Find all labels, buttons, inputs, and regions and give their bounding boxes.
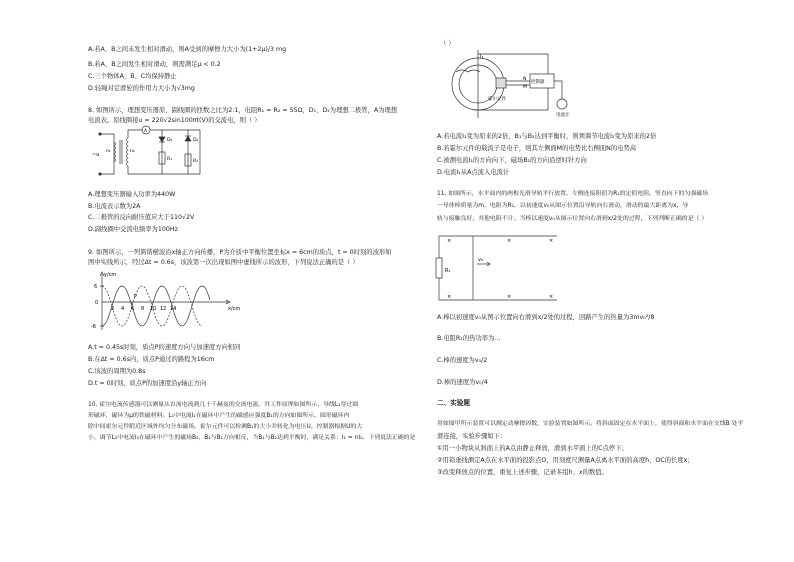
q10-option-c: C.被测电流I₁的方向向下，磁场B₁的方向沿逆时针方向 (437, 157, 587, 164)
q8-option-b: B.电流表示数为2A (88, 203, 141, 210)
x-tick-2: 2 (111, 306, 115, 312)
fig-n1-label: n₁ (106, 149, 111, 154)
q8-line2: 电流表。原线圈接u = 220√2sin100πt(V)的交流电，则（ ） (88, 117, 261, 124)
fig-r2-label: R₂ (193, 159, 199, 164)
y-tick-6: 6 (94, 284, 98, 290)
q11-option-b: B.电阻R₁的热功率为... (437, 335, 501, 342)
m-label: M (523, 85, 527, 90)
q9-line2: 图中实线所示，经过Δt = 0.6s，该波第一次出现如图中虚线所示的波形，下列说法正确的是（ ） (88, 259, 359, 266)
transformer-circuit-figure (92, 128, 207, 180)
q10-paren: （ ） (440, 40, 455, 47)
q10-line4: 小，调节L₂中电流I₂在磁环中产生的磁场B₂，B₂与B₁方向相反，当B₁与B₂达到平衡时，满足关系：I₁ = nI₂。下列说法正确的是 (88, 435, 416, 441)
fig-n2-label: n₂ (130, 149, 135, 154)
q11-option-d: D.棒的速度为v₀/4 (437, 379, 488, 386)
controller-label: 控制器 (531, 80, 545, 85)
wire-i1-label: I₁ (480, 54, 484, 60)
cross-mark: × (507, 238, 512, 244)
experiment-line1: 用如图甲所示装置可以测定动摩擦因数，实验装置如图所示。将斜面固定在水平面上，使得斜面和水平面在交线B 处平 (437, 421, 744, 427)
prev-option-d: D.轻绳对定滑轮的作用力大小为√3mg (88, 85, 195, 92)
q10-option-d: D.电流I₂从A点流入电流计 (437, 169, 510, 176)
q8-option-d: D.副线圈中交流电频率为100Hz (88, 226, 178, 233)
q11-option-a: A.棒以初速度v₀从图示位置向右滑到x/2处的过程，回路产生的热量为3mv₀²/8 (437, 314, 655, 321)
n-label: N (523, 77, 527, 82)
cross-mark: × (447, 238, 452, 244)
fig-d2-label: D₂ (193, 138, 199, 143)
fig-r1-label: R₁ (167, 157, 173, 162)
x-axis-label: x/cm (228, 306, 241, 312)
q8-option-a: A.理想变压器输入功率为440W (88, 191, 176, 198)
q9-option-c: C.该波的周期为0.8s (88, 368, 146, 375)
cross-mark: × (447, 294, 452, 300)
q9-line1: 9. 如图所示，一列简谐横波沿x轴正方向传播，P为介质中平衡位置坐标x = 6cm的质点，t = 0时刻的波形如 (88, 249, 392, 256)
q11-line3: 轨与接触良好，其他电阻不计。当棒以速度v₀从图示位置向右滑到x/2处的过程，下列判断正确的是（ ） (437, 216, 708, 222)
fig-d1-label: D₁ (167, 138, 173, 143)
q8-line1: 8. 如图所示，理想变压器原、副线圈的匝数之比为2:1，电阻R₁ = R₂ = 55Ω，D₁、D₂为理想二极管，A为理想 (88, 107, 398, 114)
cross-mark: × (549, 238, 554, 244)
q10-option-b: B.若霍尔元件的载流子是电子，则其左侧面M的电势比右侧面N的电势高 (437, 145, 637, 152)
ammeter-label: 电流计 (556, 113, 570, 118)
resistor-r1-label: R₁ (445, 268, 451, 274)
experiment-step1: ①用一小物块从斜面上的A点由静止释放，滑到水平面上的C点停下； (437, 445, 628, 452)
hall-sensor-figure (438, 48, 588, 120)
q9-option-d: D.t = 0时刻，质点P的加速度沿y轴正方向 (88, 380, 207, 387)
q10-line2: 形磁环，磁环为μ的铁磁材料。L₁中电流I₁在磁环中产生的磁感应强度B₁的方向如图所示，圆形磁环内 (88, 413, 350, 419)
prev-option-b: B.若A、B之间发生相对滑动，则需满足μ < 0.2 (88, 61, 221, 68)
x-tick-6: 6 (131, 306, 135, 312)
section-heading: 二、实验题 (437, 399, 470, 407)
rail-circuit-figure (437, 234, 562, 304)
q10-line3: 除中间霍尔元件附近区域外均匀分布磁场，霍尔元件可以检测B₁的大小并转化为电压U。控制器根据U的大 (88, 424, 363, 430)
wave-graph-figure (90, 270, 240, 334)
x-tick-12: 12 (160, 306, 167, 312)
experiment-step3: ③改变释放点的位置，重复上述步骤，记录多组h、x的数值。 (437, 469, 608, 476)
experiment-line2: 滑连接，实验步骤如下： (437, 433, 507, 440)
q11-line2: 一导体棒质量为m，电阻为R₂，以初速度v₀从图示位置沿导轨向右滑动，滑动的最大距离为x，导 (437, 203, 689, 209)
cross-mark: × (549, 294, 554, 300)
experiment-step2: ②用铅垂线测定A点在水平面的投影点O，用刻度尺测量A点离水平面的高度h、OC的长度x； (437, 457, 694, 464)
velocity-v0-label: v₀ (478, 257, 483, 263)
y-axis-label: y/cm (104, 272, 117, 278)
prev-option-a: A.若A、B之间未发生相对滑动，则A受到的摩擦力大小为(1+2μ)/3 mg (88, 46, 287, 53)
prev-option-c: C.三个物体A、B、C均保持静止 (88, 73, 177, 80)
q11-line1: 11. 如图所示，水平面内的两根光滑导轨平行放置，左侧连接阻值为R₁的定值电阻。竖直向下的匀强磁场 (437, 191, 708, 197)
fig-ammeter-label: A (144, 129, 148, 134)
q10-line1: 10. 霍尔电流传感器可以测量从直流电流到几十千赫兹的交流电流。其工作原理如图所示，导线L₁穿过圆 (88, 402, 359, 408)
x-tick-10: 10 (150, 306, 157, 312)
q11-option-c: C.棒的速度为v₀/2 (437, 357, 488, 364)
point-p-label: P (134, 294, 138, 300)
x-tick-14: 14 (170, 306, 177, 312)
q8-option-c: C.二极管的反向耐压值应大于110√2V (88, 214, 195, 221)
cross-mark: × (507, 294, 512, 300)
fig-u-label: ~u (92, 152, 100, 158)
y-tick-0: 0 (95, 300, 99, 306)
x-tick-4: 4 (121, 306, 125, 312)
y-tick-neg6: -6 (91, 324, 96, 330)
q9-option-a: A.t = 0.45s时刻，质点P的速度方向与加速度方向相同 (88, 344, 241, 351)
q10-option-a: A.若电流I₁变为原来的2倍，B₁与B₂达到平衡时，则须调节电流I₂变为原来的2倍 (437, 133, 657, 140)
q9-option-b: B.在Δt = 0.6s内，质点P通过的路程为16cm (88, 356, 215, 363)
x-tick-8: 8 (141, 306, 145, 312)
hall-element-label: 霍尔元件 (488, 97, 506, 102)
